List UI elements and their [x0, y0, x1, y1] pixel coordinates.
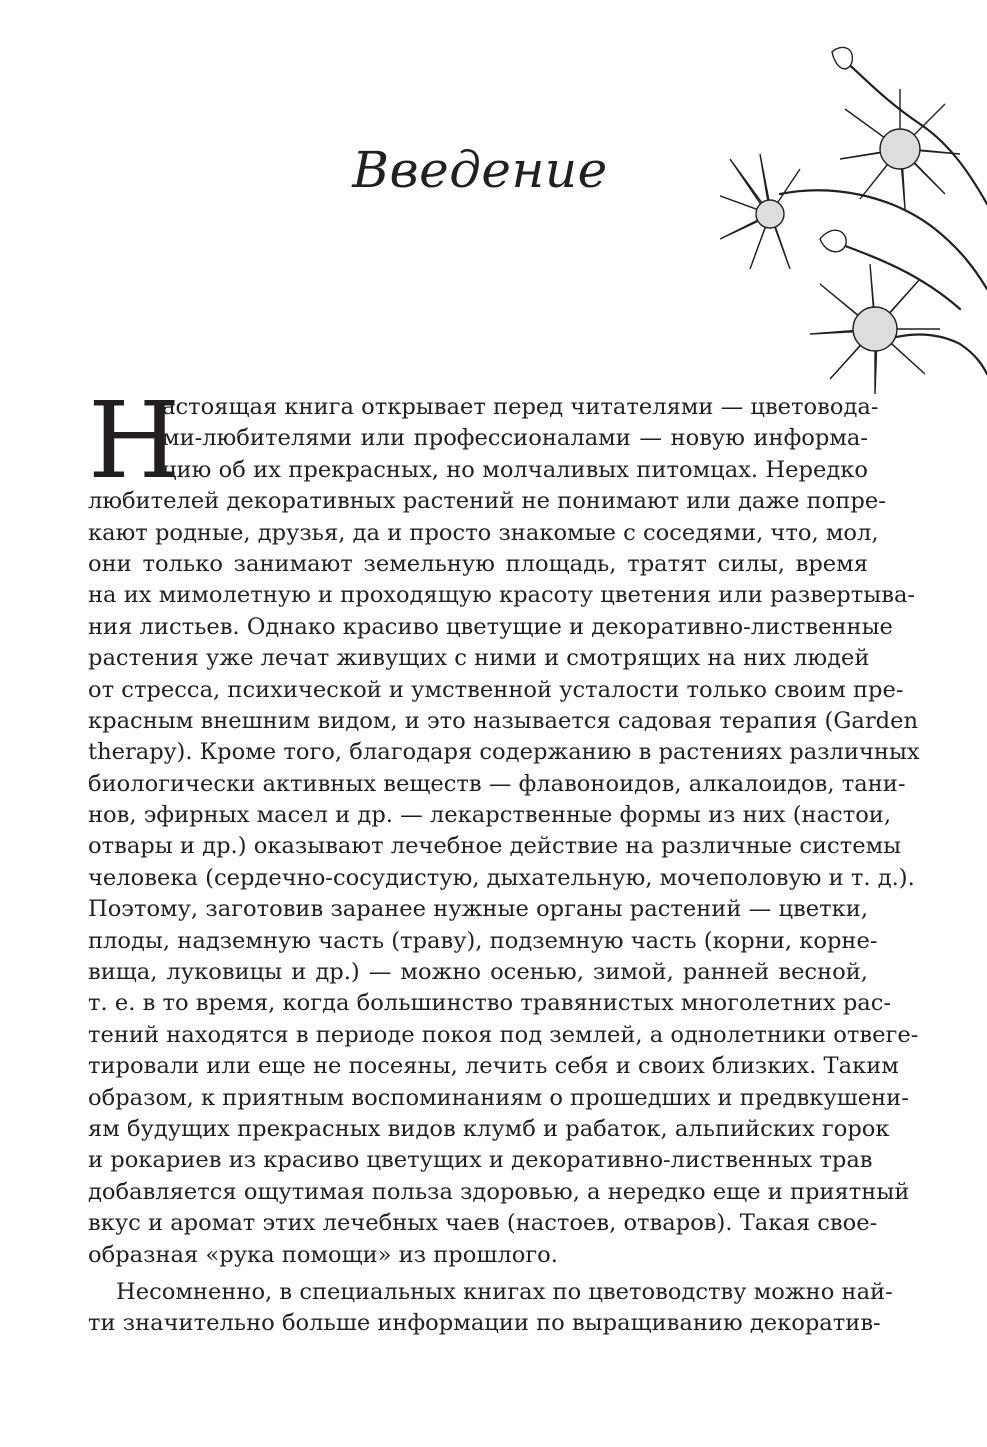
body-text — [88, 379, 920, 1340]
drop-cap: Н — [88, 379, 181, 502]
text-line: Поэтому, заготовив заранее нужные органы растений — цветки, — [88, 896, 868, 923]
text-line: образом, к приятным воспоминаниям о прошедших и предвкушени- — [88, 1084, 909, 1111]
text-line: отвары и др.) оказывают лечебное действие на различные системы — [88, 833, 902, 860]
page-title: Введение — [352, 141, 608, 199]
text-line: и рокариев из красиво цветущих и декоративно-лиственных трав — [88, 1147, 873, 1174]
text-line: биологически активных веществ — флавоноидов, алкалоидов, тани- — [88, 770, 906, 797]
text-line: вища, луковицы и др.) — можно осенью, зимой, ранней весной, — [88, 959, 868, 986]
text-line: плоды, надземную часть (траву), подземную часть (корни, корне- — [88, 927, 878, 954]
text-line: от стресса, психической и умственной усталости только своим пре- — [88, 676, 904, 703]
text-line: т. е. в то время, когда большинство травянистых многолетних рас- — [88, 990, 892, 1017]
text-line: астоящая книга открывает перед читателями — цветовода- — [162, 394, 879, 420]
text-line: therapy). Кроме того, благодаря содержанию в растениях различных — [88, 739, 920, 766]
text-line: тений находятся в периоде покоя под землей, а однолетники отвеге- — [88, 1021, 919, 1048]
text-line: растения уже лечат живущих с ними и смотрящих на них людей — [88, 645, 870, 672]
text-line: образная «рука помощи» из прошлого. — [88, 1241, 558, 1268]
text-line: они только занимают земельную площадь, тратят силы, время — [88, 550, 868, 577]
text-line: тировали или еще не посеяны, лечить себя и своих близких. Таким — [88, 1053, 899, 1080]
text-line: добавляется ощутимая польза здоровью, а нередко еще и приятный — [88, 1178, 910, 1205]
text-line: кают родные, друзья, да и просто знакомые с соседями, что, мол, — [88, 519, 879, 546]
text-line: ти значительно больше информации по выращиванию декоратив- — [88, 1310, 881, 1337]
text-line: Несомненно, в специальных книгах по цветоводству можно най- — [116, 1278, 893, 1305]
chamomile-illustration — [720, 44, 987, 404]
text-line: ния листьев. Однако красиво цветущие и декоративно-лиственные — [88, 613, 893, 640]
text-line: любителей декоративных растений не понимают или даже попре- — [88, 488, 886, 515]
text-line: вкус и аромат этих лечебных чаев (настоев, отваров). Такая свое- — [88, 1210, 878, 1237]
text-line: цию об их прекрасных, но молчаливых питомцах. Нередко — [162, 456, 868, 483]
text-line: красным внешним видом, и это называется садовая терапия (Garden — [88, 707, 919, 734]
text-line: на их мимолетную и проходящую красоту цветения или развертыва- — [88, 582, 916, 609]
text-line: ям будущих прекрасных видов клумб и рабаток, альпийских горок — [88, 1115, 890, 1142]
text-line: человека (сердечно-сосудистую, дыхательную, мочеполовую и т. д.). — [88, 864, 915, 891]
text-line: нов, эфирных масел и др. — лекарственные формы из них (настои, — [88, 802, 892, 829]
text-line: ми-любителями или профессионалами — новую информа- — [162, 425, 868, 452]
